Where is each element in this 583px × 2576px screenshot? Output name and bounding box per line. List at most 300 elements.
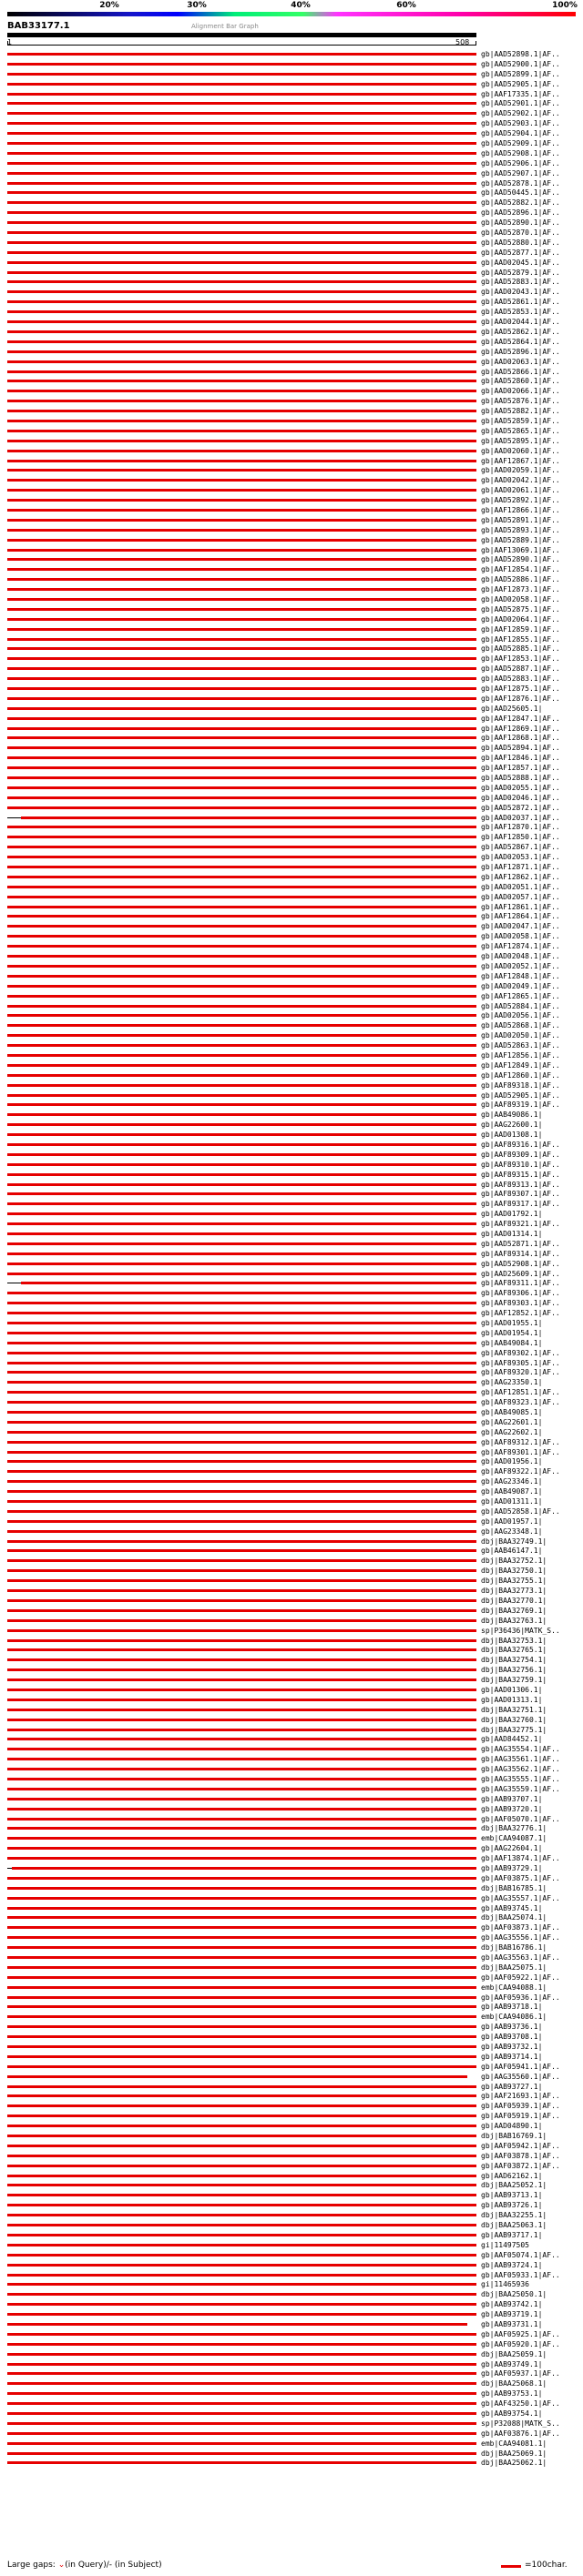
alignment-bar[interactable]: [7, 2194, 476, 2196]
hit-accession-link[interactable]: gb|AAD02059.1|AF..: [481, 466, 560, 475]
hit-accession-link[interactable]: gb|AAB49085.1|: [481, 1408, 543, 1417]
hit-accession-link[interactable]: gb|AAF12864.1|AF..: [481, 912, 560, 921]
alignment-bar[interactable]: [7, 2283, 476, 2286]
hit-row[interactable]: [0, 2449, 583, 2459]
alignment-bar[interactable]: [7, 1907, 476, 1910]
hit-accession-link[interactable]: dbj|BAA32751.1|: [481, 1705, 547, 1714]
alignment-bar[interactable]: [7, 450, 476, 452]
hit-accession-link[interactable]: gb|AAD52860.1|AF..: [481, 377, 560, 386]
hit-accession-link[interactable]: gb|AAB93720.1|: [481, 1804, 543, 1813]
alignment-bar[interactable]: [7, 568, 476, 571]
hit-accession-link[interactable]: dbj|BAA32760.1|: [481, 1715, 547, 1724]
alignment-bar[interactable]: [7, 1212, 476, 1215]
hit-row[interactable]: [0, 902, 583, 912]
alignment-bar[interactable]: [7, 985, 476, 988]
hit-accession-link[interactable]: gb|AAD52858.1|AF..: [481, 1506, 560, 1516]
hit-accession-link[interactable]: gb|AAF89319.1|AF..: [481, 1100, 560, 1110]
hit-accession-link[interactable]: gb|AAD01313.1|: [481, 1695, 543, 1704]
alignment-bar[interactable]: [7, 2135, 476, 2137]
hit-accession-link[interactable]: gb|AAG22600.1|: [481, 1121, 543, 1130]
alignment-bar[interactable]: [7, 1222, 476, 1225]
hit-row[interactable]: [0, 118, 583, 128]
hit-accession-link[interactable]: gb|AAD52888.1|AF..: [481, 774, 560, 783]
hit-row[interactable]: [0, 1734, 583, 1744]
hit-row[interactable]: [0, 1823, 583, 1833]
hit-row[interactable]: [0, 2052, 583, 2062]
hit-row[interactable]: [0, 2220, 583, 2230]
hit-accession-link[interactable]: gb|AAF12870.1|AF..: [481, 823, 560, 832]
hit-row[interactable]: [0, 1338, 583, 1348]
alignment-bar[interactable]: [7, 549, 476, 552]
alignment-bar[interactable]: [7, 489, 476, 492]
hit-accession-link[interactable]: gb|AAD52889.1|AF..: [481, 535, 560, 544]
hit-row[interactable]: [0, 337, 583, 347]
hit-accession-link[interactable]: gb|AAD02049.1|AF..: [481, 981, 560, 990]
hit-row[interactable]: [0, 644, 583, 654]
hit-row[interactable]: [0, 347, 583, 357]
hit-row[interactable]: [0, 1794, 583, 1804]
alignment-bar[interactable]: [7, 1946, 476, 1949]
hit-row[interactable]: [0, 1100, 583, 1110]
hit-row[interactable]: [0, 1219, 583, 1229]
alignment-bar[interactable]: [7, 1540, 476, 1543]
hit-row[interactable]: [0, 1318, 583, 1328]
hit-row[interactable]: [0, 1556, 583, 1566]
hit-accession-link[interactable]: gb|AAF12852.1|AF..: [481, 1309, 560, 1318]
hit-accession-link[interactable]: gb|AAF89311.1|AF..: [481, 1279, 560, 1288]
hit-accession-link[interactable]: gb|AAD01956.1|: [481, 1457, 543, 1466]
alignment-bar[interactable]: [7, 697, 476, 700]
alignment-bar[interactable]: [7, 191, 476, 194]
hit-accession-link[interactable]: emb|CAA94088.1|: [481, 1983, 547, 1992]
hit-row[interactable]: [0, 1308, 583, 1318]
hit-accession-link[interactable]: dbj|BAA25075.1|: [481, 1962, 547, 1972]
hit-row[interactable]: [0, 287, 583, 297]
hit-row[interactable]: [0, 1070, 583, 1080]
alignment-bar[interactable]: [7, 1322, 476, 1324]
hit-accession-link[interactable]: gb|AAD52908.1|AF..: [481, 1259, 560, 1268]
hit-accession-link[interactable]: gb|AAB93742.1|: [481, 2300, 543, 2309]
hit-row[interactable]: [0, 456, 583, 466]
alignment-bar[interactable]: [7, 1549, 476, 1552]
alignment-bar[interactable]: [7, 2055, 476, 2058]
hit-row[interactable]: [0, 1466, 583, 1476]
hit-accession-link[interactable]: gb|AAB49084.1|: [481, 1338, 543, 1347]
hit-row[interactable]: [0, 317, 583, 327]
hit-row[interactable]: [0, 515, 583, 525]
alignment-bar[interactable]: [7, 400, 476, 402]
alignment-bar[interactable]: [7, 1996, 476, 1999]
alignment-bar[interactable]: [7, 667, 476, 670]
hit-row[interactable]: [0, 2409, 583, 2419]
alignment-bar[interactable]: [7, 1936, 476, 1939]
hit-row[interactable]: [0, 1367, 583, 1377]
hit-row[interactable]: [0, 1903, 583, 1913]
hit-row[interactable]: [0, 822, 583, 832]
hit-accession-link[interactable]: gb|AAF05922.1|AF..: [481, 1973, 560, 1982]
hit-accession-link[interactable]: gb|AAD02042.1|AF..: [481, 476, 560, 485]
alignment-bar[interactable]: [7, 876, 476, 878]
hit-row[interactable]: [0, 1249, 583, 1259]
hit-row[interactable]: [0, 1170, 583, 1180]
hit-row[interactable]: [0, 89, 583, 99]
alignment-bar[interactable]: [7, 796, 476, 799]
hit-accession-link[interactable]: gb|AAF89320.1|AF..: [481, 1368, 560, 1377]
hit-accession-link[interactable]: gb|AAF89318.1|AF..: [481, 1080, 560, 1090]
hit-accession-link[interactable]: gb|AAD52877.1|AF..: [481, 248, 560, 257]
hit-accession-link[interactable]: gb|AAD52885.1|AF..: [481, 644, 560, 654]
hit-row[interactable]: [0, 1298, 583, 1308]
hit-row[interactable]: [0, 1616, 583, 1626]
alignment-bar[interactable]: [7, 1123, 476, 1126]
hit-accession-link[interactable]: dbj|BAA32775.1|: [481, 1725, 547, 1734]
hit-row[interactable]: [0, 208, 583, 218]
hit-accession-link[interactable]: gb|AAD02050.1|AF..: [481, 1031, 560, 1040]
hit-accession-link[interactable]: gb|AAD01311.1|: [481, 1497, 543, 1506]
hit-row[interactable]: [0, 1199, 583, 1209]
hit-row[interactable]: [0, 228, 583, 238]
hit-row[interactable]: [0, 1843, 583, 1853]
alignment-bar[interactable]: [7, 866, 476, 868]
alignment-bar[interactable]: [7, 1133, 476, 1136]
hit-accession-link[interactable]: gb|AAD52884.1|AF..: [481, 1001, 560, 1010]
hit-accession-link[interactable]: gb|AAD02043.1|AF..: [481, 288, 560, 297]
hit-accession-link[interactable]: gb|AAD02046.1|AF..: [481, 793, 560, 802]
hit-accession-link[interactable]: gb|AAF12847.1|AF..: [481, 714, 560, 723]
alignment-bar[interactable]: [7, 975, 476, 978]
alignment-bar[interactable]: [7, 826, 476, 828]
hit-accession-link[interactable]: emb|CAA94087.1|: [481, 1834, 547, 1843]
alignment-bar[interactable]: [7, 83, 476, 86]
hit-row[interactable]: [0, 1010, 583, 1020]
hit-accession-link[interactable]: dbj|BAA25068.1|: [481, 2379, 547, 2388]
hit-accession-link[interactable]: gb|AAD01955.1|: [481, 1319, 543, 1327]
alignment-bar[interactable]: [7, 340, 476, 343]
hit-row[interactable]: [0, 1655, 583, 1665]
hit-accession-link[interactable]: gb|AAD01314.1|: [481, 1229, 543, 1238]
alignment-bar[interactable]: [7, 2104, 476, 2107]
hit-accession-link[interactable]: dbj|BAA32773.1|: [481, 1587, 547, 1596]
hit-accession-link[interactable]: gb|AAD02056.1|AF..: [481, 1011, 560, 1020]
hit-row[interactable]: [0, 1437, 583, 1447]
alignment-bar[interactable]: [7, 539, 476, 542]
alignment-bar[interactable]: [7, 2363, 476, 2366]
hit-accession-link[interactable]: dbj|BAA32770.1|: [481, 1596, 547, 1605]
hit-row[interactable]: [0, 108, 583, 118]
hit-row[interactable]: [0, 1407, 583, 1417]
hit-accession-link[interactable]: gb|AAF03875.1|AF..: [481, 1873, 560, 1882]
hit-row[interactable]: [0, 1001, 583, 1011]
hit-row[interactable]: [0, 1952, 583, 1962]
hit-accession-link[interactable]: gb|AAD52894.1|AF..: [481, 744, 560, 753]
hit-accession-link[interactable]: gb|AAD02061.1|AF..: [481, 486, 560, 495]
alignment-bar[interactable]: [7, 172, 476, 175]
hit-accession-link[interactable]: gb|AAF12850.1|AF..: [481, 833, 560, 842]
hit-accession-link[interactable]: gb|AAF05941.1|AF..: [481, 2062, 560, 2071]
hit-accession-link[interactable]: gb|AAD02057.1|AF..: [481, 892, 560, 901]
hit-row[interactable]: [0, 1665, 583, 1675]
hit-row[interactable]: [0, 2388, 583, 2399]
hit-row[interactable]: [0, 931, 583, 941]
hit-accession-link[interactable]: gb|AAD52872.1|AF..: [481, 803, 560, 812]
alignment-bar[interactable]: [7, 578, 476, 581]
alignment-bar[interactable]: [7, 2005, 476, 2008]
alignment-bar[interactable]: [7, 1768, 476, 1770]
hit-row[interactable]: [0, 803, 583, 813]
alignment-bar[interactable]: [7, 1569, 476, 1572]
alignment-bar[interactable]: [7, 460, 476, 462]
hit-row[interactable]: [0, 416, 583, 426]
alignment-bar[interactable]: [7, 2382, 476, 2385]
hit-row[interactable]: [0, 1239, 583, 1249]
hit-accession-link[interactable]: gb|AAD52883.1|AF..: [481, 674, 560, 684]
hit-accession-link[interactable]: gb|AAF12856.1|AF..: [481, 1050, 560, 1060]
hit-row[interactable]: [0, 1506, 583, 1516]
hit-accession-link[interactable]: dbj|BAA25059.1|: [481, 2349, 547, 2358]
alignment-bar[interactable]: [7, 350, 476, 353]
hit-accession-link[interactable]: gb|AAF03872.1|AF..: [481, 2161, 560, 2170]
hit-accession-link[interactable]: gb|AAF05937.1|AF..: [481, 2369, 560, 2378]
hit-accession-link[interactable]: dbj|BAA32755.1|: [481, 1577, 547, 1586]
hit-accession-link[interactable]: gb|AAD52891.1|AF..: [481, 515, 560, 524]
hit-row[interactable]: [0, 584, 583, 594]
hit-accession-link[interactable]: gb|AAF12854.1|AF..: [481, 565, 560, 574]
alignment-bar[interactable]: [7, 1490, 476, 1493]
alignment-bar[interactable]: [7, 1183, 476, 1186]
hit-row[interactable]: [0, 2121, 583, 2131]
hit-row[interactable]: [0, 1030, 583, 1040]
alignment-bar[interactable]: [7, 1520, 476, 1523]
alignment-bar[interactable]: [7, 1629, 476, 1632]
hit-row[interactable]: [0, 1546, 583, 1556]
hit-accession-link[interactable]: gi|11497505: [481, 2240, 529, 2249]
alignment-bar[interactable]: [7, 786, 476, 789]
hit-row[interactable]: [0, 971, 583, 981]
alignment-bar[interactable]: [7, 1153, 476, 1156]
hit-row[interactable]: [0, 376, 583, 386]
alignment-bar[interactable]: [7, 2461, 476, 2464]
hit-row[interactable]: [0, 258, 583, 268]
alignment-bar[interactable]: [7, 1808, 476, 1810]
hit-accession-link[interactable]: gb|AAG35559.1|AF..: [481, 1784, 560, 1793]
hit-accession-link[interactable]: gb|AAB93708.1|: [481, 2033, 543, 2042]
alignment-bar[interactable]: [7, 1619, 476, 1622]
alignment-bar[interactable]: [7, 1559, 476, 1562]
hit-accession-link[interactable]: gb|AAG23346.1|: [481, 1477, 543, 1486]
hit-row[interactable]: [0, 1873, 583, 1883]
alignment-bar[interactable]: [7, 2025, 476, 2028]
hit-row[interactable]: [0, 1626, 583, 1636]
hit-accession-link[interactable]: gb|AAF12853.1|AF..: [481, 654, 560, 664]
hit-row[interactable]: [0, 2151, 583, 2161]
alignment-bar[interactable]: [7, 886, 476, 888]
alignment-bar[interactable]: [7, 1312, 476, 1314]
alignment-bar[interactable]: [7, 390, 476, 392]
hit-accession-link[interactable]: dbj|BAA32756.1|: [481, 1666, 547, 1675]
hit-accession-link[interactable]: gb|AAB93713.1|: [481, 2191, 543, 2200]
hit-row[interactable]: [0, 981, 583, 991]
alignment-bar[interactable]: [7, 1034, 476, 1037]
alignment-bar[interactable]: [7, 677, 476, 680]
hit-row[interactable]: [0, 1160, 583, 1170]
alignment-bar[interactable]: [7, 638, 476, 641]
alignment-bar[interactable]: [7, 1084, 476, 1087]
hit-accession-link[interactable]: gb|AAF12860.1|AF..: [481, 1070, 560, 1080]
alignment-bar[interactable]: [7, 1005, 476, 1008]
hit-accession-link[interactable]: dbj|BAA32749.1|: [481, 1536, 547, 1546]
hit-accession-link[interactable]: gb|AAD52868.1|AF..: [481, 1021, 560, 1030]
alignment-bar[interactable]: [7, 1648, 476, 1651]
hit-accession-link[interactable]: gb|AAD52861.1|AF..: [481, 298, 560, 307]
hit-row[interactable]: [0, 98, 583, 108]
hit-accession-link[interactable]: gb|AAD52853.1|AF..: [481, 308, 560, 317]
alignment-bar[interactable]: [7, 2333, 476, 2336]
alignment-bar[interactable]: [7, 420, 476, 422]
alignment-bar[interactable]: [7, 1480, 476, 1483]
hit-row[interactable]: [0, 763, 583, 773]
alignment-bar[interactable]: [21, 1282, 476, 1284]
hit-accession-link[interactable]: gb|AAF17335.1|AF..: [481, 89, 560, 98]
hit-row[interactable]: [0, 1705, 583, 1715]
alignment-bar[interactable]: [7, 2264, 476, 2267]
hit-row[interactable]: [0, 1576, 583, 1586]
hit-accession-link[interactable]: gb|AAF05070.1|AF..: [481, 1814, 560, 1823]
hit-row[interactable]: [0, 773, 583, 783]
hit-row[interactable]: [0, 297, 583, 307]
hit-accession-link[interactable]: emb|CAA94086.1|: [481, 2013, 547, 2022]
hit-accession-link[interactable]: gb|AAD02058.1|AF..: [481, 594, 560, 603]
hit-row[interactable]: [0, 1130, 583, 1140]
alignment-bar[interactable]: [7, 906, 476, 908]
hit-accession-link[interactable]: gb|AAG35561.1|AF..: [481, 1755, 560, 1764]
alignment-bar[interactable]: [7, 2214, 476, 2216]
alignment-bar[interactable]: [7, 2293, 476, 2296]
hit-row[interactable]: [0, 911, 583, 921]
alignment-bar[interactable]: [7, 1579, 476, 1582]
hit-accession-link[interactable]: gb|AAD84452.1|: [481, 1735, 543, 1744]
hit-accession-link[interactable]: gb|AAF12873.1|AF..: [481, 585, 560, 594]
hit-row[interactable]: [0, 594, 583, 604]
hit-row[interactable]: [0, 564, 583, 574]
hit-row[interactable]: [0, 1150, 583, 1160]
alignment-bar[interactable]: [7, 1738, 476, 1740]
alignment-bar[interactable]: [7, 2035, 476, 2038]
hit-row[interactable]: [0, 465, 583, 475]
hit-row[interactable]: [0, 307, 583, 317]
alignment-bar[interactable]: [7, 1847, 476, 1850]
hit-accession-link[interactable]: gb|AAD52878.1|AF..: [481, 178, 560, 188]
hit-row[interactable]: [0, 238, 583, 248]
alignment-bar[interactable]: [7, 1709, 476, 1711]
hit-accession-link[interactable]: gb|AAD52899.1|AF..: [481, 69, 560, 78]
alignment-bar[interactable]: [7, 132, 476, 135]
hit-row[interactable]: [0, 475, 583, 485]
alignment-bar[interactable]: [7, 1391, 476, 1394]
hit-accession-link[interactable]: dbj|BAA32769.1|: [481, 1606, 547, 1615]
hit-accession-link[interactable]: gb|AAB93727.1|: [481, 2082, 543, 2091]
hit-row[interactable]: [0, 704, 583, 714]
hit-row[interactable]: [0, 1189, 583, 1199]
alignment-bar[interactable]: [7, 1589, 476, 1592]
hit-accession-link[interactable]: gb|AAD52903.1|AF..: [481, 119, 560, 128]
alignment-bar[interactable]: [7, 1273, 476, 1275]
hit-row[interactable]: [0, 485, 583, 495]
hit-accession-link[interactable]: gb|AAF12855.1|AF..: [481, 634, 560, 644]
hit-row[interactable]: [0, 49, 583, 59]
hit-row[interactable]: [0, 604, 583, 614]
hit-row[interactable]: [0, 1784, 583, 1794]
alignment-bar[interactable]: [7, 2313, 476, 2316]
alignment-bar[interactable]: [7, 1074, 476, 1077]
hit-accession-link[interactable]: gb|AAD52901.1|AF..: [481, 99, 560, 108]
hit-row[interactable]: [0, 2091, 583, 2101]
hit-row[interactable]: [0, 2002, 583, 2012]
alignment-bar[interactable]: [7, 1451, 476, 1454]
alignment-bar[interactable]: [7, 1242, 476, 1245]
hit-row[interactable]: [0, 1209, 583, 1219]
hit-row[interactable]: [0, 664, 583, 674]
hit-row[interactable]: [0, 1675, 583, 1685]
alignment-bar[interactable]: [7, 806, 476, 809]
hit-row[interactable]: [0, 862, 583, 872]
hit-accession-link[interactable]: gb|AAF05074.1|AF..: [481, 2250, 560, 2259]
alignment-bar[interactable]: [7, 1530, 476, 1533]
hit-accession-link[interactable]: gb|AAD52890.1|AF..: [481, 218, 560, 228]
alignment-bar[interactable]: [7, 529, 476, 532]
alignment-bar[interactable]: [7, 2155, 476, 2157]
hit-accession-link[interactable]: gb|AAD52864.1|AF..: [481, 337, 560, 346]
hit-accession-link[interactable]: gb|AAF89322.1|AF..: [481, 1467, 560, 1476]
hit-accession-link[interactable]: gb|AAB93719.1|: [481, 2310, 543, 2319]
alignment-bar[interactable]: [7, 647, 476, 650]
alignment-bar[interactable]: [7, 1024, 476, 1027]
alignment-bar[interactable]: [7, 2045, 476, 2048]
hit-accession-link[interactable]: emb|CAA94081.1|: [481, 2439, 547, 2448]
hit-accession-link[interactable]: gb|AAD52890.1|AF..: [481, 555, 560, 564]
hit-accession-link[interactable]: gb|AAF12867.1|AF..: [481, 456, 560, 465]
hit-row[interactable]: [0, 2171, 583, 2181]
hit-accession-link[interactable]: dbj|BAB16769.1|: [481, 2132, 547, 2141]
hit-row[interactable]: [0, 1060, 583, 1070]
hit-accession-link[interactable]: gb|AAD52907.1|AF..: [481, 168, 560, 177]
alignment-bar[interactable]: [7, 2175, 476, 2177]
alignment-bar[interactable]: [7, 766, 476, 769]
hit-row[interactable]: [0, 2260, 583, 2270]
alignment-bar[interactable]: [7, 1818, 476, 1820]
hit-accession-link[interactable]: gb|AAB46147.1|: [481, 1547, 543, 1556]
hit-accession-link[interactable]: gb|AAD01306.1|: [481, 1685, 543, 1694]
hit-row[interactable]: [0, 1377, 583, 1387]
hit-row[interactable]: [0, 2279, 583, 2289]
hit-accession-link[interactable]: gb|AAB93745.1|: [481, 1903, 543, 1912]
hit-row[interactable]: [0, 1973, 583, 1983]
alignment-bar[interactable]: [7, 1143, 476, 1146]
hit-accession-link[interactable]: gb|AAD02053.1|AF..: [481, 853, 560, 862]
hit-accession-link[interactable]: gb|AAD02048.1|AF..: [481, 952, 560, 961]
hit-accession-link[interactable]: gb|AAD02060.1|AF..: [481, 446, 560, 455]
alignment-bar[interactable]: [7, 251, 476, 254]
hit-accession-link[interactable]: gb|AAD52862.1|AF..: [481, 327, 560, 336]
alignment-bar[interactable]: [7, 1758, 476, 1760]
hit-accession-link[interactable]: gb|AAF12859.1|AF..: [481, 624, 560, 634]
alignment-bar[interactable]: [7, 2145, 476, 2147]
hit-accession-link[interactable]: gb|AAD52908.1|AF..: [481, 148, 560, 157]
alignment-bar[interactable]: [7, 925, 476, 928]
hit-row[interactable]: [0, 1417, 583, 1427]
hit-row[interactable]: [0, 446, 583, 456]
hit-row[interactable]: [0, 724, 583, 734]
alignment-bar[interactable]: [7, 2165, 476, 2167]
